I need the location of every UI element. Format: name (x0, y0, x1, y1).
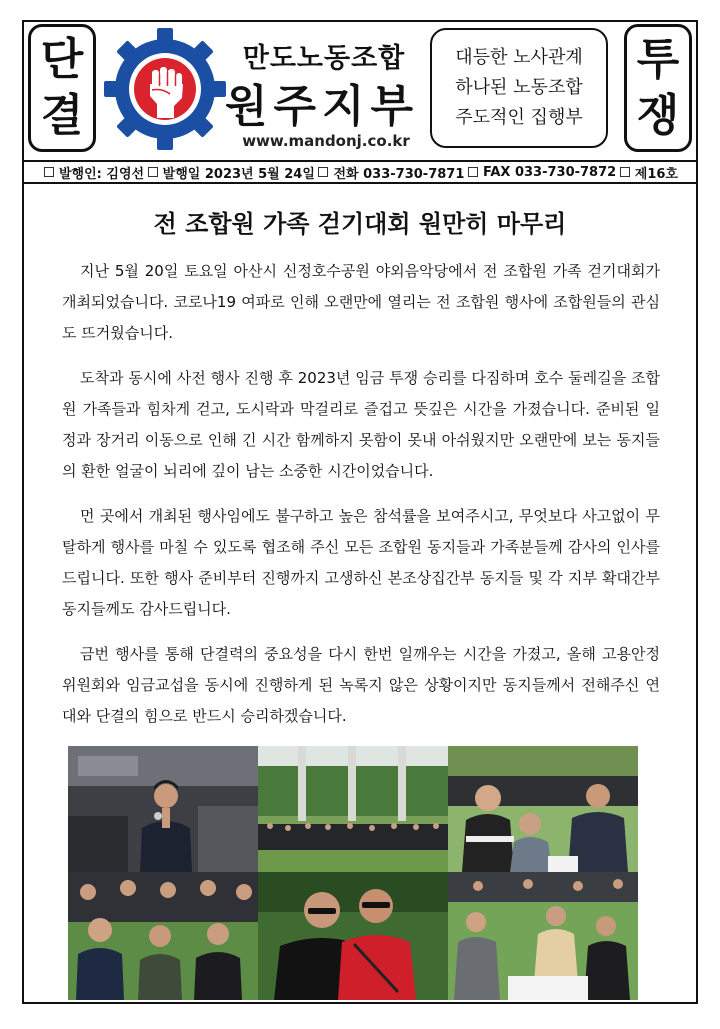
motto-box (430, 28, 608, 148)
article-paragraph: 금번 행사를 통해 단결력의 중요성을 다시 한번 일깨우는 시간을 가졌고, 올해 고용안정 위원회와 임금교섭을 동시에 진행하게 된 녹록지 않은 상황이지만 동지들께서 전해주신 연대와 단결의 힘으로 반드시 승리하겠습니다. (62, 645, 660, 725)
article-paragraph: 도착과 동시에 사전 행사 진행 후 2023년 임금 투쟁 승리를 다짐하며 호수 둘레길을 조합원 가족들과 힘차게 걷고, 도시락과 막걸리로 즐겁고 뜻깊은 시간을 가졌습니다. 준비된 일정과 장거리 이동으로 인해 긴 시간 함께하지 못함이 못내 아쉬웠지만 오랜만에 보는 동지들의 환한 얼굴이 뇌리에 깊이 남는 소중한 시간이었습니다. (62, 369, 660, 480)
checkbox-icon (148, 167, 158, 177)
slogan-char: 단 (40, 34, 84, 85)
checkbox-icon (620, 167, 630, 177)
checkbox-icon (318, 167, 328, 177)
crowd-photo (258, 746, 448, 872)
group-photo (68, 872, 258, 1000)
slogan-char: 쟁 (636, 90, 680, 141)
slogan-struggle (624, 24, 692, 152)
issue-info (620, 163, 678, 182)
motto-line: 대등한 노사관계 (455, 47, 583, 68)
article-headline: 전 조합원 가족 걷기대회 원만히 마무리 (153, 210, 567, 238)
fax-text: FAX 033-730-7872 (482, 164, 617, 180)
motto-line: 주도적인 집행부 (455, 107, 583, 128)
lawn-photo (448, 872, 638, 1000)
article-body (62, 256, 660, 746)
checkbox-icon (44, 167, 54, 177)
phone-text: 전화 033-730-7871 (333, 166, 465, 182)
slogan-char: 결 (40, 90, 84, 141)
motto-line: 하나된 노동조합 (455, 77, 583, 98)
slogan-char: 투 (636, 34, 680, 85)
phone-info (318, 163, 464, 182)
article-paragraph: 지난 5월 20일 토요일 아산시 신정호수공원 야외음악당에서 전 조합원 가족 걷기대회가 개최되었습니다. 코로나19 여파로 인해 오랜만에 열리는 전 조합원 행사에 조합원들의 관심도 뜨거웠습니다. (62, 262, 660, 342)
picnic-photo (448, 746, 638, 872)
publisher-text: 발행인: 김영선 (59, 166, 145, 182)
union-logo (102, 26, 228, 152)
publication-info-bar (24, 160, 696, 184)
checkbox-icon (468, 167, 478, 177)
publisher-info (44, 163, 144, 182)
website-link[interactable]: www.mandonj.co.kr (242, 132, 410, 150)
branch-name: 원주지부 (224, 81, 419, 132)
article-paragraph: 먼 곳에서 개최된 행사임에도 불구하고 높은 참석률을 보여주시고, 무엇보다 사고없이 무탈하게 행사를 마칠 수 있도록 협조해 주신 모든 조합원 동지들과 가족분들께 감사의 인사를 드립니다. 또한 행사 준비부터 진행까지 고생하신 본조상집간부 동지들 및 각 지부 확대간부 동지들께도 감사드립니다. (62, 507, 660, 618)
date-info (148, 163, 315, 182)
date-text: 발행일 2023년 5월 24일 (162, 166, 315, 182)
two-men-photo (258, 872, 448, 1000)
issue-text: 제16호 (634, 166, 678, 182)
slogan-unity (28, 24, 96, 152)
speaker-photo (68, 746, 258, 872)
fax-info (468, 165, 616, 180)
union-name: 만도노동조합 (242, 43, 406, 74)
